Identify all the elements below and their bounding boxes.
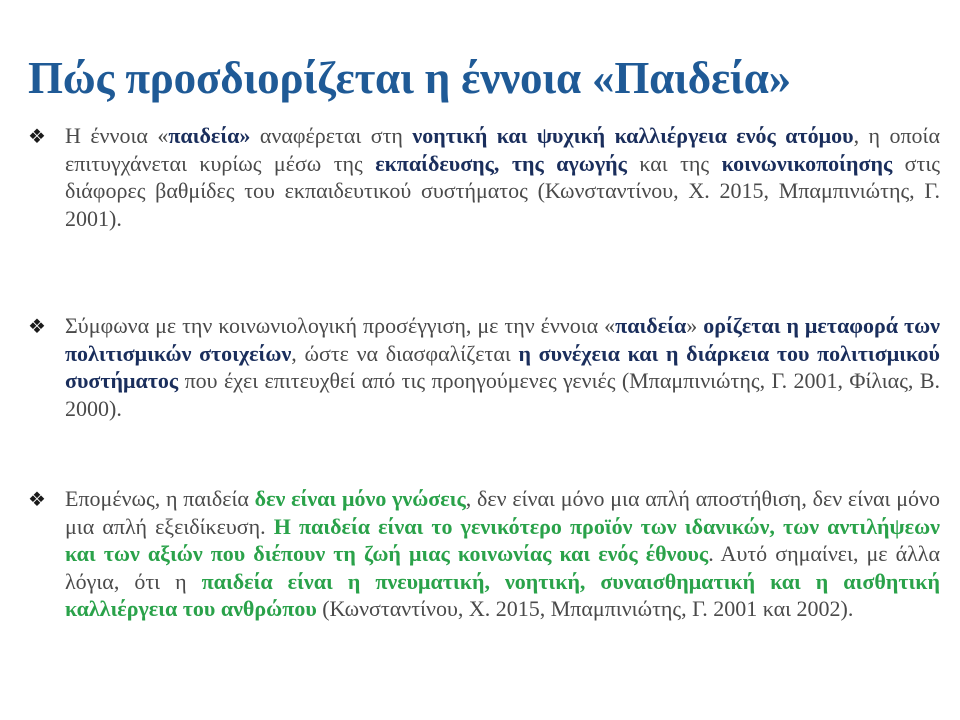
diamond-bullet-icon: ❖	[28, 314, 46, 338]
bullet-text	[65, 485, 940, 623]
text-run: »	[686, 313, 704, 338]
text-run: Η έννοια «	[65, 123, 169, 148]
highlighted-text-run: δεν είναι μόνο γνώσεις	[254, 486, 466, 511]
highlighted-text-run: ορίζεται η μεταφορά των πολιτισμικών στοιχείων	[65, 313, 941, 366]
highlighted-text-run: εκπαίδευσης, της αγωγής	[375, 150, 627, 176]
text-run: Σύμφωνα με την κοινωνιολογική προσέγγιση, με την έννοια «	[65, 313, 616, 338]
highlighted-text-run: παιδεία είναι η πνευματική, νοητική, συναισθηματική και η αισθητική καλλιέργεια του ανθρώπου	[65, 568, 940, 621]
text-run: . Αυτό σημαίνει, με άλλα λόγια, ότι η	[65, 541, 940, 594]
highlighted-text-run: νοητική και ψυχική καλλιέργεια ενός ατόμου	[412, 123, 854, 148]
text-run: στις διάφορες βαθμίδες του εκπαιδευτικού συστήματος (Κωνσταντίνου, Χ. 2015, Μπαμπινιώτης, Γ. 2001).	[65, 150, 940, 231]
bullet-text	[65, 122, 940, 232]
text-run: , δεν είναι μόνο μια απλή αποστήθιση, δεν είναι μόνο μια απλή εξειδίκευση.	[65, 486, 940, 539]
bullet-text	[65, 312, 940, 422]
highlighted-text-run: Η παιδεία είναι το γενικότερο προϊόν των ιδανικών, των αντιλήψεων και των αξιών που διέπουν τη ζωή μιας κοινωνίας και ενός έθνους	[65, 513, 940, 566]
text-run: και της	[626, 150, 722, 176]
highlighted-text-run: παιδεία	[615, 313, 687, 338]
text-run: που έχει επιτευχθεί από τις προηγούμενες γενιές (Μπαμπινιώτης, Γ. 2001, Φίλιας, Β. 2000).	[65, 368, 940, 421]
text-run: (Κωνσταντίνου, Χ. 2015, Μπαμπινιώτης, Γ. 2001 και 2002).	[316, 596, 854, 621]
slide-title: Πώς προσδιορίζεται η έννοια «Παιδεία»	[28, 53, 791, 103]
bullet-sociological	[28, 312, 940, 422]
highlighted-text-run: η συνέχεια και η διάρκεια του πολιτισμικού συστήματος	[65, 340, 940, 393]
highlighted-text-run: παιδεία»	[168, 123, 251, 148]
text-run: αναφέρεται στη	[250, 123, 413, 148]
diamond-bullet-icon: ❖	[28, 487, 46, 511]
diamond-bullet-icon: ❖	[28, 124, 46, 148]
highlighted-text-run: κοινωνικοποίησης	[721, 150, 893, 176]
text-run: , ώστε να διασφαλίζεται	[291, 340, 519, 366]
text-run: , η οποία επιτυγχάνεται κυρίως μέσω της	[65, 123, 940, 176]
bullet-conclusion	[28, 485, 940, 623]
bullet-definition	[28, 122, 940, 232]
text-run: Επομένως, η παιδεία	[65, 486, 255, 511]
